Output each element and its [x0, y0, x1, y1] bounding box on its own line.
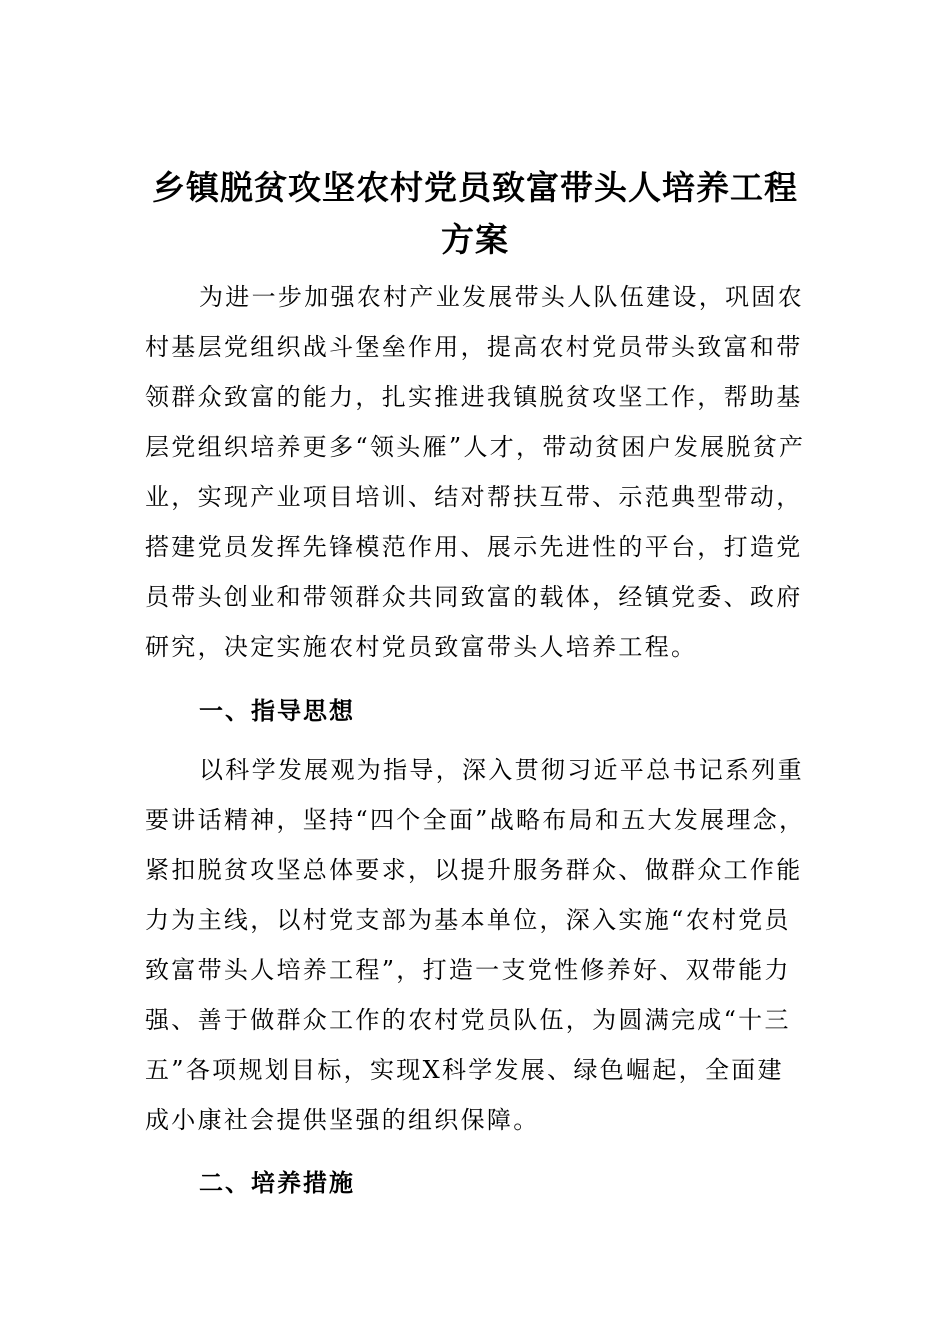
intro-paragraph: 为进一步加强农村产业发展带头人队伍建设，巩固农村基层党组织战斗堡垒作用，提高农村党员带头致富和带领群众致富的能力，扎实推进我镇脱贫攻坚工作，帮助基层党组织培养更多“领头雁”人才，带动贫困户发展脱贫产业，实现产业项目培训、结对帮扶互带、示范典型带动，搭建党员发挥先锋模范作用、展示先进性的平台，打造党员带头创业和带领群众共同致富的载体，经镇党委、政府研究，决定实施农村党员致富带头人培养工程。 — [145, 283, 806, 661]
guiding-ideology-paragraph: 以科学发展观为指导，深入贯彻习近平总书记系列重要讲话精神，坚持“四个全面”战略布局和五大发展理念，紧扣脱贫攻坚总体要求，以提升服务群众、做群众工作能力为主线，以村党支部为基本单位，深入实施“农村党员致富带头人培养工程”，打造一支党性修养好、双带能力强、善于做群众工作的农村党员队伍，为圆满完成“十三五”各项规划目标，实现X科学发展、绿色崛起，全面建成小康社会提供坚强的组织保障。 — [145, 756, 806, 1134]
section-heading-guiding-ideology: 一、指导思想 — [199, 696, 355, 725]
document-title: 乡镇脱贫攻坚农村党员致富带头人培养工程方案 — [152, 168, 798, 259]
section-heading-training-measures: 二、培养措施 — [199, 1168, 355, 1197]
